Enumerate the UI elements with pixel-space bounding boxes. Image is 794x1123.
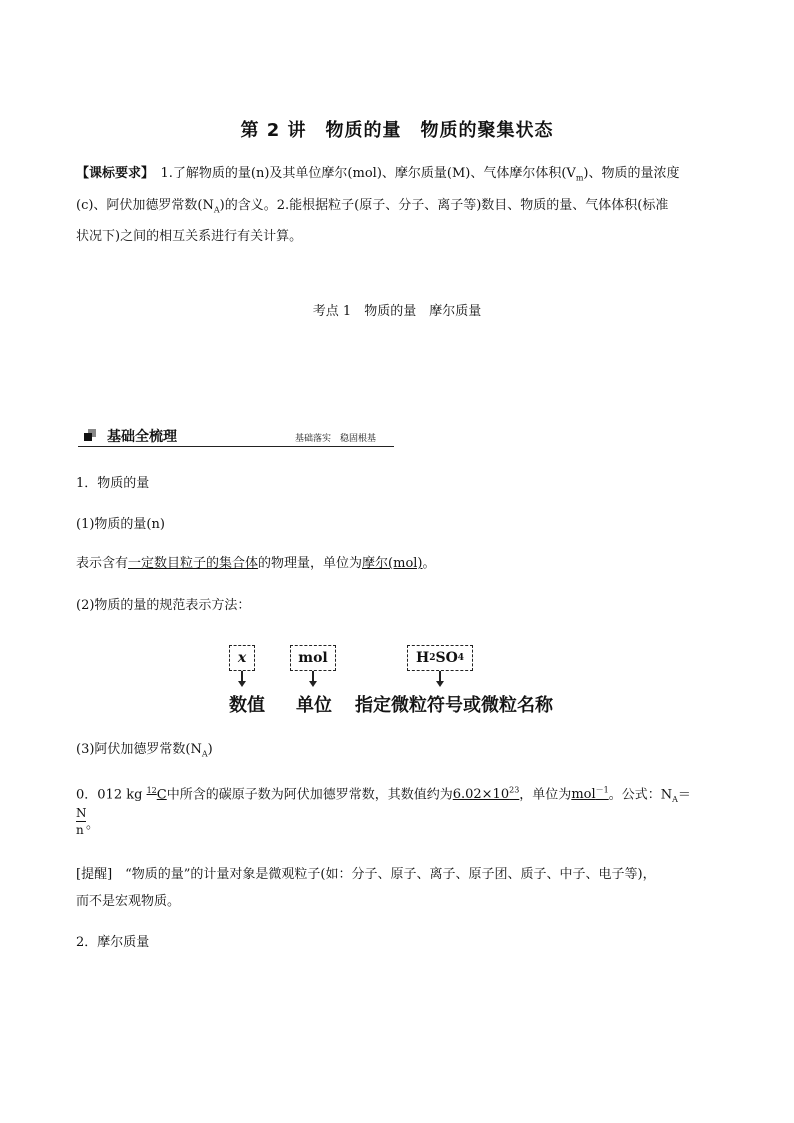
section-2-heading: 2．摩尔质量: [76, 935, 150, 950]
banner-square-icon: [84, 429, 96, 441]
avogadro-line: 0．012 kg $^{12}$C中所含的碳原子数为阿伏加德罗常数，其数值约为$6.02\times 10^{23}$，单位为mol$^{-1}$。公式：$N_A=$: [76, 786, 691, 804]
banner-subtitle: 基础落实 稳固根基: [295, 434, 377, 444]
box-unit: mol: [290, 645, 336, 671]
requirements-line-3: 状况下)之间的相互关系进行有关计算。: [76, 229, 303, 245]
arrowhead-2-icon: [309, 681, 317, 687]
subsection-1-3: (3)阿伏加德罗常数$(N_A)$: [76, 742, 213, 759]
subsection-1-1: (1)物质的量(n): [76, 517, 165, 532]
requirements-paragraph: [76, 160, 720, 250]
requirements-line-1: 【课标要求】 1.了解物质的量(n)及其单位摩尔(mol)、摩尔质量(M)、气体摩尔体积$(V_m)$、物质的量浓度: [76, 166, 680, 183]
fraction-denominator: n: [76, 823, 84, 837]
kaodian-heading: 考点 1 物质的量 摩尔质量: [312, 304, 482, 319]
section-banner: [78, 426, 394, 447]
fraction-bar: [76, 821, 86, 822]
banner-title: 基础全梳理: [107, 429, 177, 445]
tip-line-2: 而不是宏观物质。: [76, 894, 181, 909]
arrowhead-1-icon: [238, 681, 246, 687]
requirements-label: 【课标要求】: [76, 166, 148, 181]
section-1-heading: 1．物质的量: [76, 476, 150, 491]
requirements-line-2: (c)、阿伏加德罗常数$(N_A)$的含义。2.能根据粒子(原子、分子、离子等)数目、物质的量、气体体积(标准: [76, 197, 669, 215]
label-value: 数值: [229, 695, 265, 716]
underlined-answer: mol$^{-1}$: [571, 786, 609, 803]
arrowhead-3-icon: [436, 681, 444, 687]
subsection-1-2: (2)物质的量的规范表示方法：: [76, 598, 251, 613]
underlined-answer: 一定数目粒子的集合体: [128, 556, 259, 571]
label-unit: 单位: [296, 695, 332, 716]
tip-paragraph: [76, 861, 726, 915]
underlined-answer: $6.02\times 10^{23}$: [452, 786, 520, 803]
fraction-period: 。: [86, 817, 100, 832]
fraction-numerator: N: [76, 806, 87, 820]
label-particle: 指定微粒符号或微粒名称: [355, 695, 553, 716]
page-title: 第 2 讲 物质的量 物质的聚集状态: [240, 120, 554, 141]
underlined-answer: 摩尔(mol): [362, 556, 423, 571]
formula-fraction: [76, 806, 87, 837]
tip-line-1: [提醒] “物质的量”的计量对象是微观粒子(如：分子、原子、离子、原子团、质子、中子、电子等)，: [76, 867, 656, 882]
box-value: x: [229, 645, 255, 671]
definition-line: 表示含有一定数目粒子的集合体的物理量，单位为摩尔(mol)。: [76, 556, 436, 571]
box-particle: H 2 SO 4: [407, 645, 473, 671]
